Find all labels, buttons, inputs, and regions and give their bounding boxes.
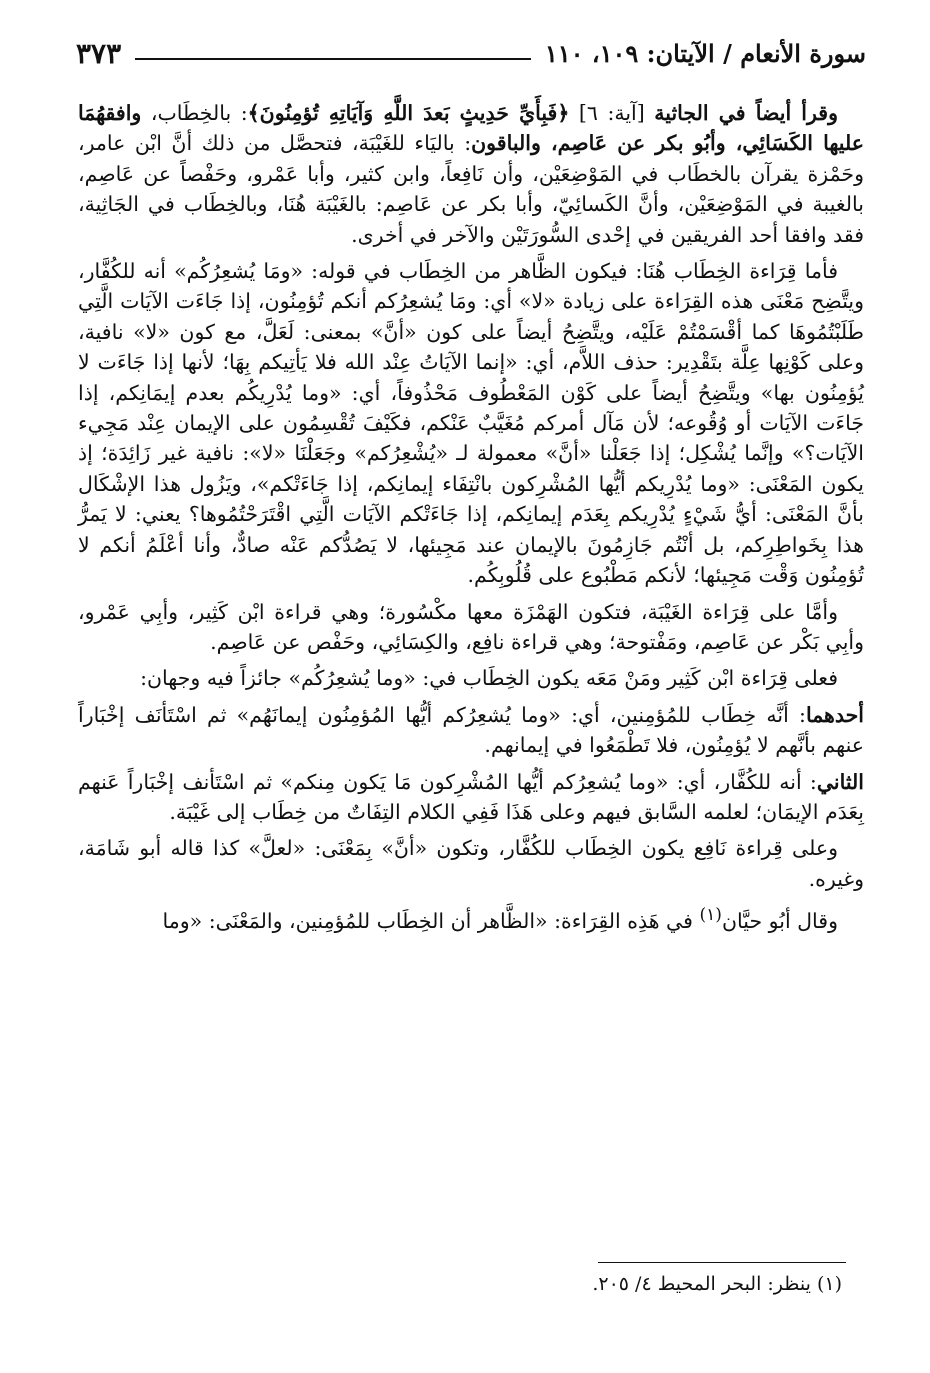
paragraph: [78, 767, 864, 828]
footnote: (١) ينظر: البحر المحيط ٤/ ٢٠٥.: [592, 1273, 842, 1295]
text-run: في هَذِه القِرَاءة: «الظَّاهر أن الخِطَاب للمُؤمِنين، والمَعْنَى: «وما: [162, 908, 700, 933]
paragraph: [78, 900, 864, 936]
paragraph: [78, 597, 864, 658]
text-run: : أنه للكُفَّار، أي: «وما يُشعِرُكم أيُّها المُشْرِكون مَا يَكون مِنكم» ثم اسْتَأنف إخْبَاراً عَنهم بِعَدَم الإيمَان؛ لعلمه السَّابق فيهم وعلى هَذَا فَفِي الكلام التِفَاتٌ من خِطَاب إلى غَيْبَة.: [78, 769, 864, 824]
bold-phrase: الثاني: [816, 769, 864, 794]
footnote-rule: [598, 1262, 846, 1263]
paragraph: [78, 663, 864, 693]
page-number: ٣٧٣: [76, 37, 122, 70]
text-run: : أنَّه خِطَاب للمُؤمِنين، أي: «وما يُشعِرُكم أيُّها المُؤمِنُون إيمانَهُم» ثم اسْتَأنَف إخْبَاراً عنهم بأنَّهم لا يُؤمِنُون، فلا تَطْمَعُوا في إيمانهم.: [78, 702, 864, 758]
bold-phrase: وقرأ أيضاً في الجاثية: [654, 101, 839, 125]
paragraph: [78, 833, 864, 894]
text-run: : باليَاء للغَيْبَة، فتحصَّل من ذلك أنَّ ابْن عامر، وحَمْزة يقرآن بالخطَاب في المَوْضِعَيْن، وأن نَافِعاً، وابن كثير، وأبا عَمْرو، وحَفْصاً عن عَاصِم، بالغيبة في المَوْضِعَيْن، وأنَّ الكَسائِيّ، وأبا بكر عن عَاصِم: بالغَيْبَة هُنَا، وبالخِطَاب في الجَاثِية، فقد وافقا أحد الفريقين في إحْدى السُّورَتَيْن والآخر في أخرى.: [78, 131, 864, 247]
text-run: وعلى قِراءة نَافِع يكون الخِطَاب للكُفَّار، وتكون «أنَّ» بِمَعْنَى: «لعلَّ» كذا قاله أبو شَامَة، وغيره.: [78, 836, 864, 891]
bold-phrase: أحدهما: [805, 702, 864, 727]
header-rule: [135, 58, 531, 60]
footnote-ref: (١): [699, 905, 722, 926]
page-header: [76, 26, 866, 74]
text-run: : بالخِطَاب،: [141, 101, 248, 125]
text-run: وقال أبُو حيَّان: [721, 908, 838, 933]
paragraph: [78, 700, 864, 761]
main-text: [78, 98, 864, 936]
bold-phrase: وافقهُمَا عليها الكَسَائِي، وأبُو بكر عن عَاصِم، والباقون: [78, 101, 864, 156]
text-run: وأمَّا على قِرَاءة الغَيْبَة، فتكون الهَمْزَة معها مكْسُورة؛ وهي قراءة ابْن كَثِير، وأبِي عَمْرو، وأبِي بَكْر عن عَاصِم، ومَفْتوحة؛ وهي قراءة نافِع، والكِسَائِي، وحَفْص عن عَاصِم.: [78, 599, 864, 654]
text-run: [آية: ٦]: [569, 101, 655, 125]
running-title: سورة الأنعام / الآيتان: ١٠٩، ١١٠: [544, 39, 866, 68]
text-run: فأما قِرَاءة الخِطَاب هُنَا: فيكون الظَّاهر من الخِطَاب في قوله: «ومَا يُشعِرُكُم» أنه للكُفَّار، ويتَّضِح مَعْنَى هذه القِرَاءة على زيادة «لا» أي: ومَا يُشعِرُكم أنكم تُؤمِنُون، إذا جَاءَت الآيَات الَّتِي طَلَبْتُمُوهَا كما أقْسَمْتُمْ عَلَيْه، ويتَّضِحُ أيضاً على كون «أنَّ» بمعنى: لَعَلَّ، مع كون «لا» نافية، وعلى كَوْنِها عِلَّة بتَقْدِير: حذف اللاَّم، أي: «إنما الآيَاتُ عِنْد الله فلا يَأتِيكم بِهَا؛ لأنها إذا جَاءَت لا يُؤمِنُون بها» ويتَّضِحُ أيضاً على كَوْن المَعْطُوف مَحْذُوفاً، أي: «وما يُدْرِيكُم بعدم إيمَانِكم، إذا جَاءَت الآيَات أو وُقُوعه؛ لأن مَآل أمركم مُغَيَّبٌ عَنْكم، فكَيْفَ تُقْسِمُون على الإيمان عِنْد مَجِيء الآيَات؟» وإنَّما يُشْكِل؛ إذا جَعَلْنا «أنَّ» معمولة لـ «يُشْعِرُكم» وجَعَلْنَا «لا»: نافية غير زَائِدَة؛ إذ يكون المَعْنَى: «وما يُدْرِيكم أيُّها المُشْرِكون بانْتِفَاء إيمانِكم، إذا جَاءَتْكم»، ويَزُول هذا الإشْكَال بأنَّ المَعْنَى: أيُّ شَيْءٍ يُدْرِيكم بِعَدَم إيمانِكم، إذا جَاءَتْكم الآيَات الَّتِي اقْتَرَحْتُمُوها؟ يعني: لا يَمرُّ هذا بِخَواطِرِكم، بل أنْتُم جَازِمُونَ بالإيمان عند مَجِيئها، لا يَصُدُّكم عَنْه صادٌّ، وأنا أعْلَمُ أنكم لا تُؤمِنُون وَقْت مَجِيئها؛ لأنكم مَطْبُوع على قُلُوبِكُم.: [78, 259, 864, 588]
text-run: فعلى قِرَاءة ابْن كَثِير ومَنْ مَعَه يكون الخِطَاب في: «وما يُشعِرُكُم» جائزاً فيه وجهان:: [140, 666, 838, 691]
paragraph: [78, 98, 864, 250]
quran-quote: ﴿فَبِأَيِّ حَدِيثٍ بَعدَ اللَّهِ وَآيَاتِهِ تُؤمِنُونَ﴾: [247, 101, 570, 125]
paragraph: [78, 256, 864, 590]
